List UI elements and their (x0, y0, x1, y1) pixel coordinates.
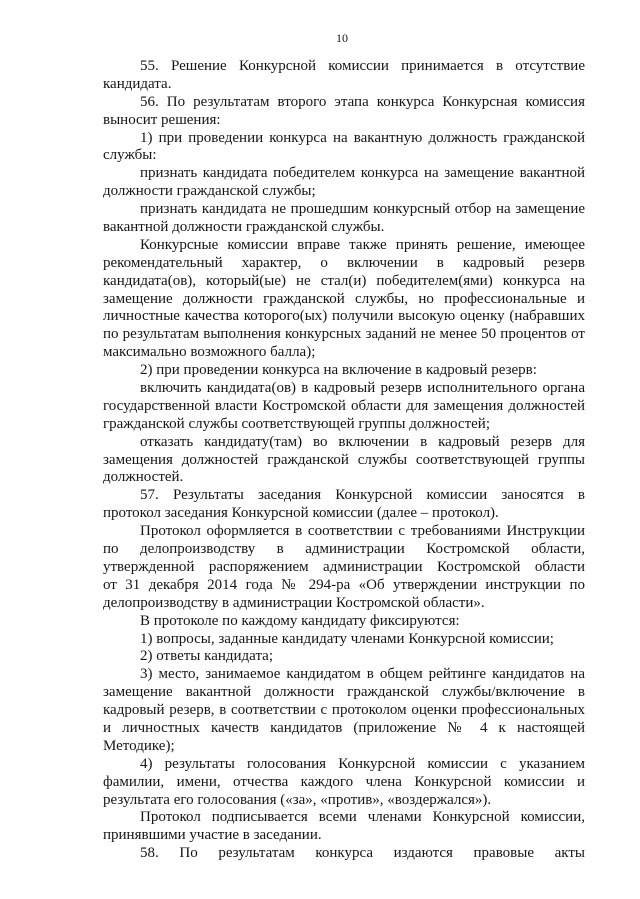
text-line: В протоколе по каждому кандидату фиксируются: (140, 612, 460, 629)
paragraph (103, 666, 585, 755)
text-line: признать кандидата не прошедшим конкурсный отбор на замещение (140, 201, 585, 218)
text-line: Протокол оформляется в соответствии с требованиями Инструкции (140, 523, 585, 540)
paragraph (103, 58, 585, 94)
text-line: по делопроизводству в администрации Костромской области, (103, 541, 585, 558)
text-line: 4) результаты голосования Конкурсной комиссии с указанием (140, 755, 585, 772)
text-line: по результатам выполнения конкурсных заданий не менее 50 процентов от (103, 326, 585, 343)
paragraph (103, 756, 585, 810)
paragraph (103, 130, 585, 166)
text-line: службы: (103, 147, 157, 164)
text-line: 3) место, занимаемое кандидатом в общем рейтинге кандидатов на (140, 666, 585, 683)
text-line: личностные качества которого(ых) получили высокую оценку (набравших (103, 308, 585, 325)
text-line: гражданской службы соответствующей группы должностей; (103, 415, 490, 432)
text-line: делопроизводству в администрации Костромской области». (103, 594, 485, 611)
text-line: от 31 декабря 2014 года № 294-ра «Об утверждении инструкции по (103, 576, 585, 593)
text-line: государственной власти Костромской области для замещения должностей (103, 397, 585, 414)
paragraph (103, 201, 585, 237)
text-line: протокол заседания Конкурсной комиссии (далее – протокол). (103, 505, 499, 522)
paragraph (103, 380, 585, 434)
text-line: отказать кандидату(там) во включении в кадровый резерв для (140, 433, 585, 450)
paragraph (103, 237, 585, 362)
text-line: вакантной должности гражданской службы. (103, 219, 385, 236)
paragraph (103, 362, 585, 380)
text-line: 55. Решение Конкурсной комиссии принимается в отсутствие (140, 58, 585, 74)
text-line: рекомендательный характер, о включении в кадровый резерв (103, 254, 585, 271)
text-line: кандидата. (103, 75, 172, 92)
page-number: 10 (336, 31, 348, 45)
text-line: признать кандидата победителем конкурса на замещение вакантной (140, 165, 585, 182)
paragraph (103, 487, 585, 523)
paragraph (103, 845, 585, 863)
text-line: включить кандидата(ов) в кадровый резерв исполнительного органа (140, 380, 585, 397)
text-line: фамилии, имени, отчества каждого члена Конкурсной комиссии и (103, 773, 585, 790)
text-line: Методике); (103, 737, 175, 754)
text-line: Конкурсные комиссии вправе также принять решение, имеющее (140, 236, 585, 253)
paragraph (103, 434, 585, 488)
text-line: должностей. (103, 469, 184, 486)
text-line: 1) при проведении конкурса на вакантную должность гражданской (140, 129, 585, 146)
text-line: 2) ответы кандидата; (140, 648, 274, 665)
text-line: кандидата(ов), который(ые) не стал(и) победителем(ями) конкурса на (103, 272, 585, 289)
text-line: и личностных качеств кандидатов (приложение № 4 к настоящей (103, 719, 585, 736)
text-line: кадровый резерв, в соответствии с протоколом оценки профессиональных (103, 702, 585, 719)
text-line: результата его голосования («за», «против», «воздержался»). (103, 791, 492, 808)
text-line: утвержденной распоряжением администрации Костромской области (103, 558, 585, 575)
text-line: 2) при проведении конкурса на включение в кадровый резерв: (140, 362, 537, 379)
paragraph (103, 94, 585, 130)
text-line: 58. По результатам конкурса издаются правовые акты (140, 845, 585, 862)
text-line: 56. По результатам второго этапа конкурса Конкурсная комиссия (140, 93, 585, 110)
text-line: замещение должности гражданской службы, но профессиональные и (103, 290, 585, 307)
text-line: выносит решения: (103, 111, 221, 128)
text-line: принявшими участие в заседании. (103, 827, 322, 844)
text-line: замещение вакантной должности гражданской службы/включение в (103, 684, 585, 701)
paragraph (103, 613, 585, 631)
paragraph (103, 631, 585, 649)
text-line: максимально возможного балла); (103, 344, 316, 361)
paragraph (103, 648, 585, 666)
paragraph (103, 523, 585, 612)
text-line: должности гражданской службы; (103, 183, 316, 200)
paragraph (103, 165, 585, 201)
text-line: Протокол подписывается всеми членами Конкурсной комиссии, (140, 809, 585, 826)
paragraph (103, 809, 585, 845)
text-line: 1) вопросы, заданные кандидату членами Конкурсной комиссии; (140, 630, 554, 647)
text-line: 57. Результаты заседания Конкурсной комиссии заносятся в (140, 487, 585, 504)
text-line: замещения должностей гражданской службы соответствующей группы (103, 451, 585, 468)
document-body (103, 58, 585, 863)
